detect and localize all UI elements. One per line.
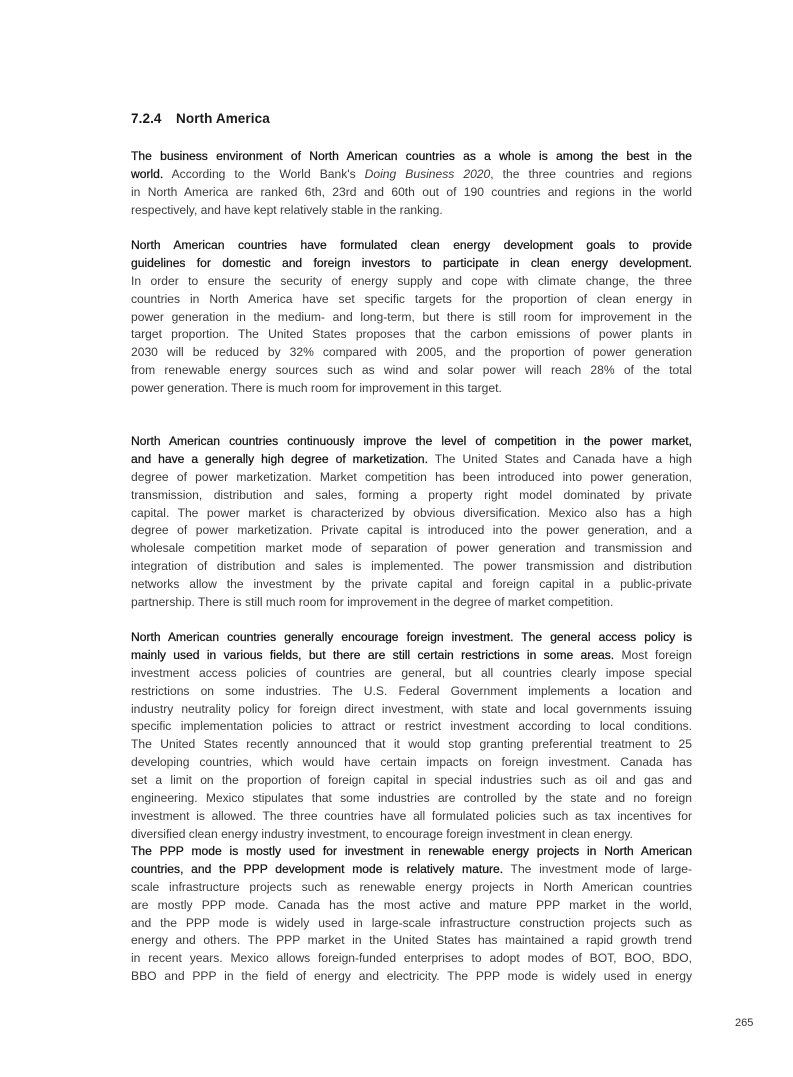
italic-title-text: Doing Business 2020 <box>364 166 491 181</box>
text-line <box>131 826 692 844</box>
paragraph <box>131 148 692 220</box>
text-line <box>131 291 692 309</box>
body-text-span: target proportion. The United States proposes that the carbon emissions of power plants in <box>131 327 692 342</box>
text-line <box>131 665 692 683</box>
lead-sentence-text: North American countries continuously improve the level of competition in the power market, <box>131 434 692 448</box>
body-text-span: capital. The power market is characterized by obvious diversification. Mexico also has a high <box>131 505 692 520</box>
text-line <box>131 522 692 540</box>
lead-sentence-text: The PPP mode is mostly used for investment in renewable energy projects in North American <box>131 844 692 858</box>
text-line <box>131 487 692 505</box>
body-text-span: BBO and PPP in the field of energy and electricity. The PPP mode is widely used in energy <box>131 969 692 984</box>
body-text-span: The United States and Canada have a high <box>427 451 692 466</box>
lead-sentence-text: and have a generally high degree of marketization. <box>131 451 428 466</box>
text-line <box>131 647 692 665</box>
body-text-span: degree of power marketization. Market competition has been introduced into power generation, <box>131 469 692 484</box>
text-line <box>131 897 692 915</box>
text-line <box>131 718 692 736</box>
text-line <box>131 790 692 808</box>
text-line <box>131 861 692 879</box>
text-line <box>131 808 692 826</box>
body-text-span: in North America are ranked 6th, 23rd and 60th out of 190 countries and regions in the world <box>131 184 692 199</box>
body-text-span: in recent years. Mexico allows foreign-funded enterprises to adopt modes of BOT, BOO, BDO, <box>131 951 692 966</box>
text-line <box>131 950 692 968</box>
body-text-span: networks allow the investment by the private capital and foreign capital in a public-private <box>131 577 692 592</box>
body-text-span: set a limit on the proportion of foreign capital in special industries such as oil and gas and <box>131 773 692 788</box>
body-text-span: industry neutrality policy for foreign direct investment, with state and local governments issuing <box>131 701 692 716</box>
lead-sentence-text: The business environment of North American countries as a whole is among the best in the <box>131 149 692 163</box>
text-line <box>131 540 692 558</box>
text-line <box>131 594 692 612</box>
body-text-span: Most foreign <box>614 647 692 662</box>
lead-sentence-text: North American countries have formulated clean energy development goals to provide <box>131 238 692 252</box>
body-text-span: , the three countries and regions <box>490 166 692 181</box>
section-title: North America <box>176 111 270 126</box>
lead-sentence-text: world. <box>131 166 164 181</box>
body-text-span: diversified clean energy industry investment, to encourage foreign investment in clean energy. <box>131 826 633 841</box>
body-text-span: degree of power marketization. Private capital is introduced into the power generation, and a <box>131 523 692 538</box>
body-text-span: specific implementation policies to attract or restrict investment according to local conditions. <box>131 719 692 734</box>
text-line <box>131 433 692 451</box>
body-text-span: from renewable energy sources such as wind and solar power will reach 28% of the total <box>131 363 692 378</box>
text-line <box>131 237 692 255</box>
body-text-span: and the PPP mode is widely used in large-scale infrastructure construction projects such as <box>131 915 692 930</box>
text-line <box>131 701 692 719</box>
body-text-span: The investment mode of large- <box>503 861 692 876</box>
text-line <box>131 469 692 487</box>
body-text-span: developing countries, which would have certain impacts on foreign investment. Canada has <box>131 755 692 770</box>
body-text-span: respectively, and have kept relatively stable in the ranking. <box>131 202 443 217</box>
text-line <box>131 184 692 202</box>
text-line <box>131 255 692 273</box>
lead-sentence-text: countries, and the PPP development mode is relatively mature. <box>131 861 504 876</box>
text-line <box>131 505 692 523</box>
text-line <box>131 629 692 647</box>
paragraph <box>131 433 692 612</box>
body-text-span: The United States recently announced that it would stop granting preferential treatment to 25 <box>131 737 692 752</box>
lead-sentence-text: guidelines for domestic and foreign investors to participate in clean energy development. <box>131 255 692 270</box>
body-text-span: partnership. There is still much room for improvement in the degree of market competition. <box>131 595 614 610</box>
text-line <box>131 843 692 861</box>
body-text-span: scale infrastructure projects such as renewable energy projects in North American countries <box>131 879 692 894</box>
text-line <box>131 380 692 398</box>
text-line <box>131 915 692 933</box>
body-text-span: wholesale competition market mode of separation of power generation and transmission and <box>131 541 692 556</box>
text-line <box>131 576 692 594</box>
body-text-span: power generation. There is much room for improvement in this target. <box>131 381 502 396</box>
text-line <box>131 166 692 184</box>
body-text-span: power generation in the medium- and long-term, but there is still room for improvement in the <box>131 309 692 324</box>
body-text-span: According to the World Bank's <box>163 166 365 181</box>
text-line <box>131 148 692 166</box>
body-text-span: integration of distribution and sales is implemented. The power transmission and distribution <box>131 559 692 574</box>
body-text-span: restrictions on some industries. The U.S. Federal Government implements a location and <box>131 683 692 698</box>
lead-sentence-text: North American countries generally encourage foreign investment. The general access policy is <box>131 630 692 644</box>
body-text-span: 2030 will be reduced by 32% compared with 2005, and the proportion of power generation <box>131 345 692 360</box>
text-line <box>131 326 692 344</box>
lead-sentence-text: mainly used in various fields, but there are still certain restrictions in some areas. <box>131 647 615 662</box>
text-line <box>131 932 692 950</box>
body-text-span: transmission, distribution and sales, forming a property right model dominated by private <box>131 487 692 502</box>
text-line <box>131 344 692 362</box>
text-line <box>131 273 692 291</box>
page-number: 265 <box>735 1017 754 1029</box>
paragraph <box>131 629 692 844</box>
text-line <box>131 362 692 380</box>
text-line <box>131 879 692 897</box>
body-text-span: countries in North America have set specific targets for the proportion of clean energy in <box>131 291 692 306</box>
text-line <box>131 309 692 327</box>
paragraph <box>131 237 692 398</box>
text-line <box>131 968 692 986</box>
text-line <box>131 754 692 772</box>
text-line <box>131 683 692 701</box>
text-line <box>131 451 692 469</box>
body-text-span: investment is allowed. The three countries have all formulated policies such as tax incentives for <box>131 808 692 823</box>
text-line <box>131 772 692 790</box>
section-number: 7.2.4 <box>131 111 162 126</box>
text-line <box>131 202 692 220</box>
body-text-span: In order to ensure the security of energy supply and cope with climate change, the three <box>131 273 692 288</box>
section-heading <box>131 111 270 126</box>
text-line <box>131 736 692 754</box>
body-text-span: are mostly PPP mode. Canada has the most active and mature PPP market in the world, <box>131 897 692 912</box>
body-text-span: energy and others. The PPP market in the United States has maintained a rapid growth trend <box>131 933 692 948</box>
paragraph <box>131 843 692 986</box>
body-text-span: investment access policies of countries are general, but all countries clearly impose special <box>131 665 692 680</box>
body-text-span: engineering. Mexico stipulates that some industries are controlled by the state and no foreign <box>131 791 692 806</box>
text-line <box>131 558 692 576</box>
